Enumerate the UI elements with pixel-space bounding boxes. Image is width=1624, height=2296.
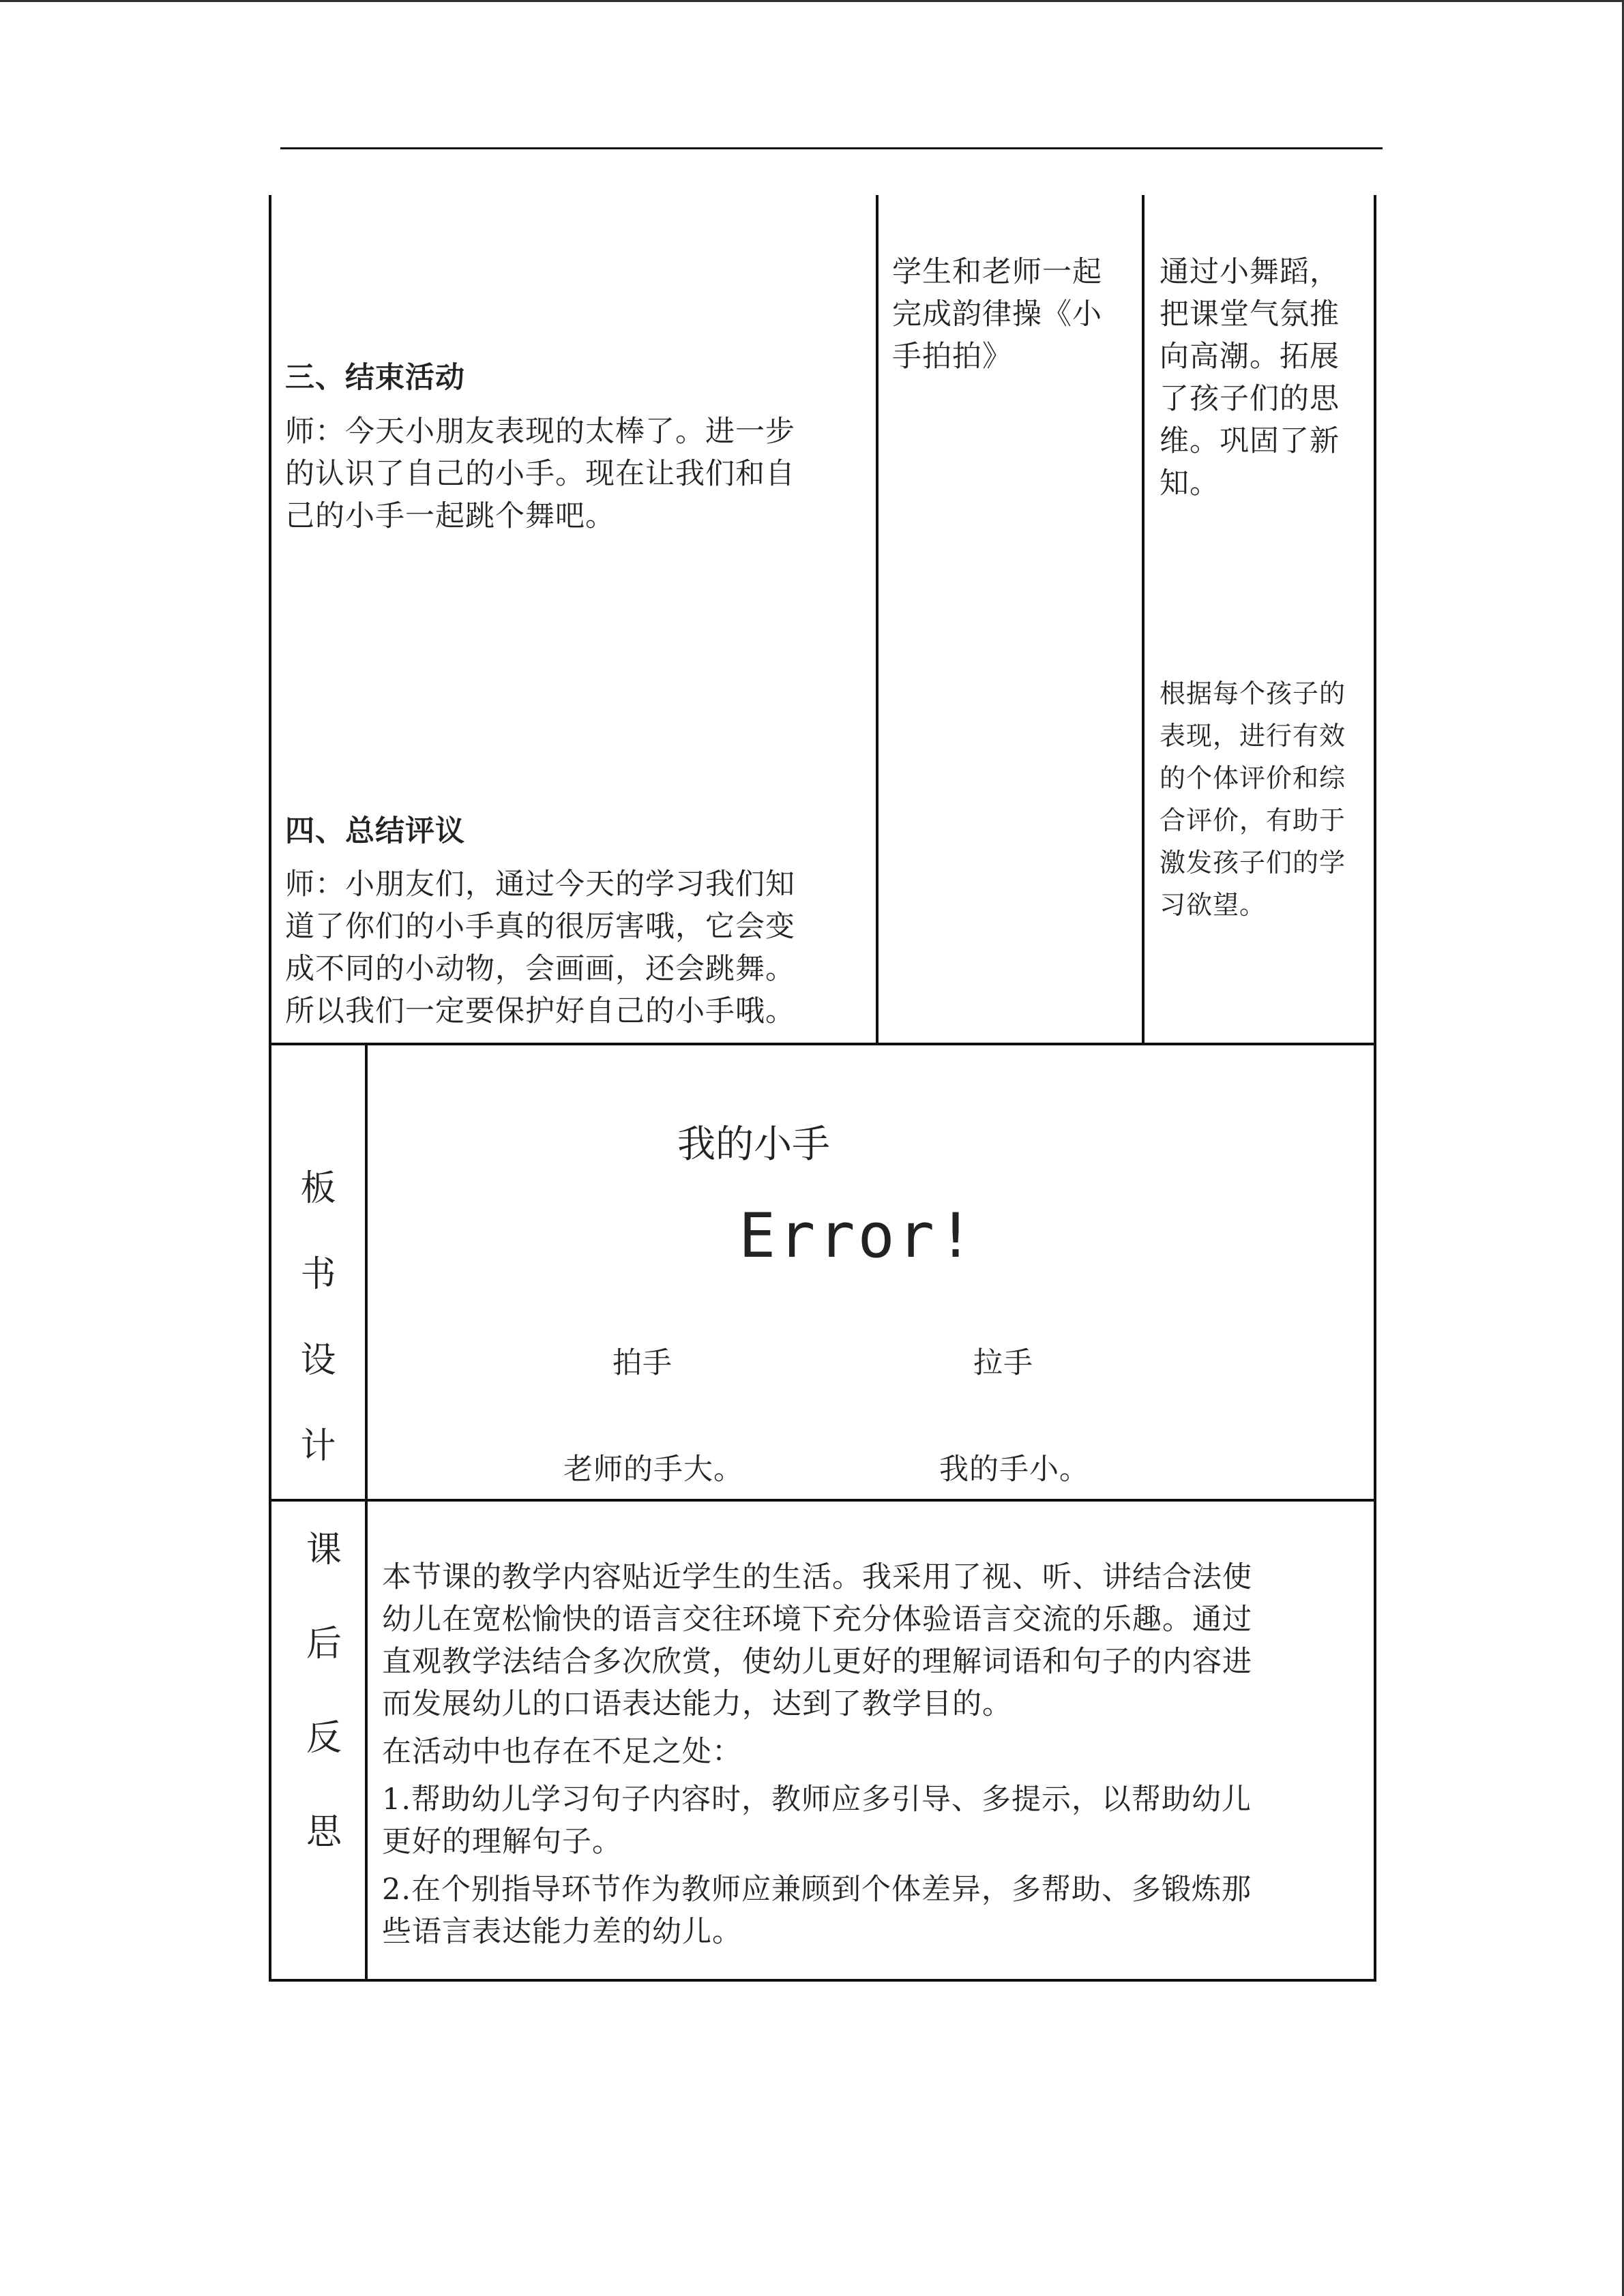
intent-line: 通过小舞蹈， <box>1160 255 1340 289</box>
board-label-char: 板 <box>300 1168 336 1209</box>
board-left-sentence: 老师的手大。 <box>563 1452 743 1487</box>
intent-line: 向高潮。拓展 <box>1160 340 1340 374</box>
summary-title: 四、总结评议 <box>285 814 465 848</box>
closing-intent <box>1160 251 1340 505</box>
reflection-item-1: 1.帮助幼儿学习句子内容时，教师应多引导、多提示，以帮助幼儿 <box>382 1783 1252 1817</box>
intent-line: 表现，进行有效 <box>1160 721 1346 751</box>
table-left-border <box>269 195 271 1982</box>
board-right-word: 拉手 <box>973 1346 1033 1380</box>
closing-line: 师：今天小朋友表现的太棒了。进一步 <box>285 415 795 449</box>
intent-line: 合评价，有助于 <box>1160 805 1346 835</box>
student-line: 学生和老师一起 <box>892 255 1102 289</box>
reflection-label-char: 课 <box>306 1530 342 1570</box>
col-divider-2 <box>1142 195 1145 1045</box>
col-divider-1 <box>876 195 879 1045</box>
closing-title: 三、结束活动 <box>285 361 465 395</box>
table-right-border <box>1374 195 1376 1982</box>
reflection-line: 在活动中也存在不足之处： <box>382 1735 742 1769</box>
intent-line: 根据每个孩子的 <box>1160 679 1346 709</box>
header-rule <box>280 147 1383 149</box>
reflection-body <box>382 1556 1252 1953</box>
intent-line: 把课堂气氛推 <box>1160 297 1340 331</box>
error-text: Error! <box>739 1200 977 1272</box>
board-title: 我的小手 <box>677 1122 830 1167</box>
closing-line: 己的小手一起跳个舞吧。 <box>285 499 615 533</box>
reflection-line: 直观教学法结合多次欣赏，使幼儿更好的理解词语和句子的内容进 <box>382 1645 1252 1679</box>
closing-student-activity <box>892 251 1102 378</box>
table-bottom-border <box>269 1979 1376 1982</box>
page-border-top <box>0 0 1624 2</box>
reflection-label-char: 反 <box>306 1718 342 1759</box>
reflection-label-char: 思 <box>306 1812 342 1853</box>
intent-line: 激发孩子们的学 <box>1160 848 1346 878</box>
reflection-line: 幼儿在宽松愉快的语言交往环境下充分体验语言交流的乐趣。通过 <box>382 1602 1252 1637</box>
board-label-char: 计 <box>300 1426 336 1467</box>
student-line: 手拍拍》 <box>892 340 1012 374</box>
summary-intent <box>1160 672 1346 926</box>
summary-text <box>285 863 795 1032</box>
closing-text <box>285 411 795 537</box>
intent-line: 了孩子们的思 <box>1160 382 1340 416</box>
summary-line: 道了你们的小手真的很厉害哦，它会变 <box>285 910 795 944</box>
intent-line: 的个体评价和综 <box>1160 763 1346 793</box>
board-label <box>271 1159 365 1503</box>
board-left-word: 拍手 <box>612 1346 673 1380</box>
board-label-char: 书 <box>300 1254 336 1295</box>
reflection-line: 本节课的教学内容贴近学生的生活。我采用了视、听、讲结合法使 <box>382 1560 1252 1594</box>
board-right-sentence: 我的手小。 <box>939 1452 1089 1487</box>
board-label-char: 设 <box>300 1340 336 1381</box>
intent-line: 知。 <box>1160 466 1220 501</box>
reflection-line: 而发展幼儿的口语表达能力，达到了教学目的。 <box>382 1687 1012 1721</box>
intent-line: 习欲望。 <box>1160 890 1267 920</box>
reflection-item-1-cont: 更好的理解句子。 <box>382 1825 622 1859</box>
reflection-item-2-cont: 些语言表达能力差的幼儿。 <box>382 1915 742 1949</box>
summary-line: 成不同的小动物，会画画，还会跳舞。 <box>285 952 795 986</box>
summary-line: 所以我们一定要保护好自己的小手哦。 <box>285 994 795 1028</box>
reflection-item-2: 2.在个别指导环节作为教师应兼顾到个体差异，多帮助、多锻炼那 <box>382 1873 1252 1907</box>
reflection-label <box>280 1521 368 1897</box>
reflection-label-char: 后 <box>306 1624 342 1665</box>
student-line: 完成韵律操《小 <box>892 297 1102 331</box>
row-divider-1 <box>269 1043 1376 1045</box>
closing-line: 的认识了自己的小手。现在让我们和自 <box>285 457 795 491</box>
summary-line: 师：小朋友们，通过今天的学习我们知 <box>285 867 795 901</box>
row-divider-2 <box>269 1499 1376 1502</box>
intent-line: 维。巩固了新 <box>1160 424 1340 458</box>
